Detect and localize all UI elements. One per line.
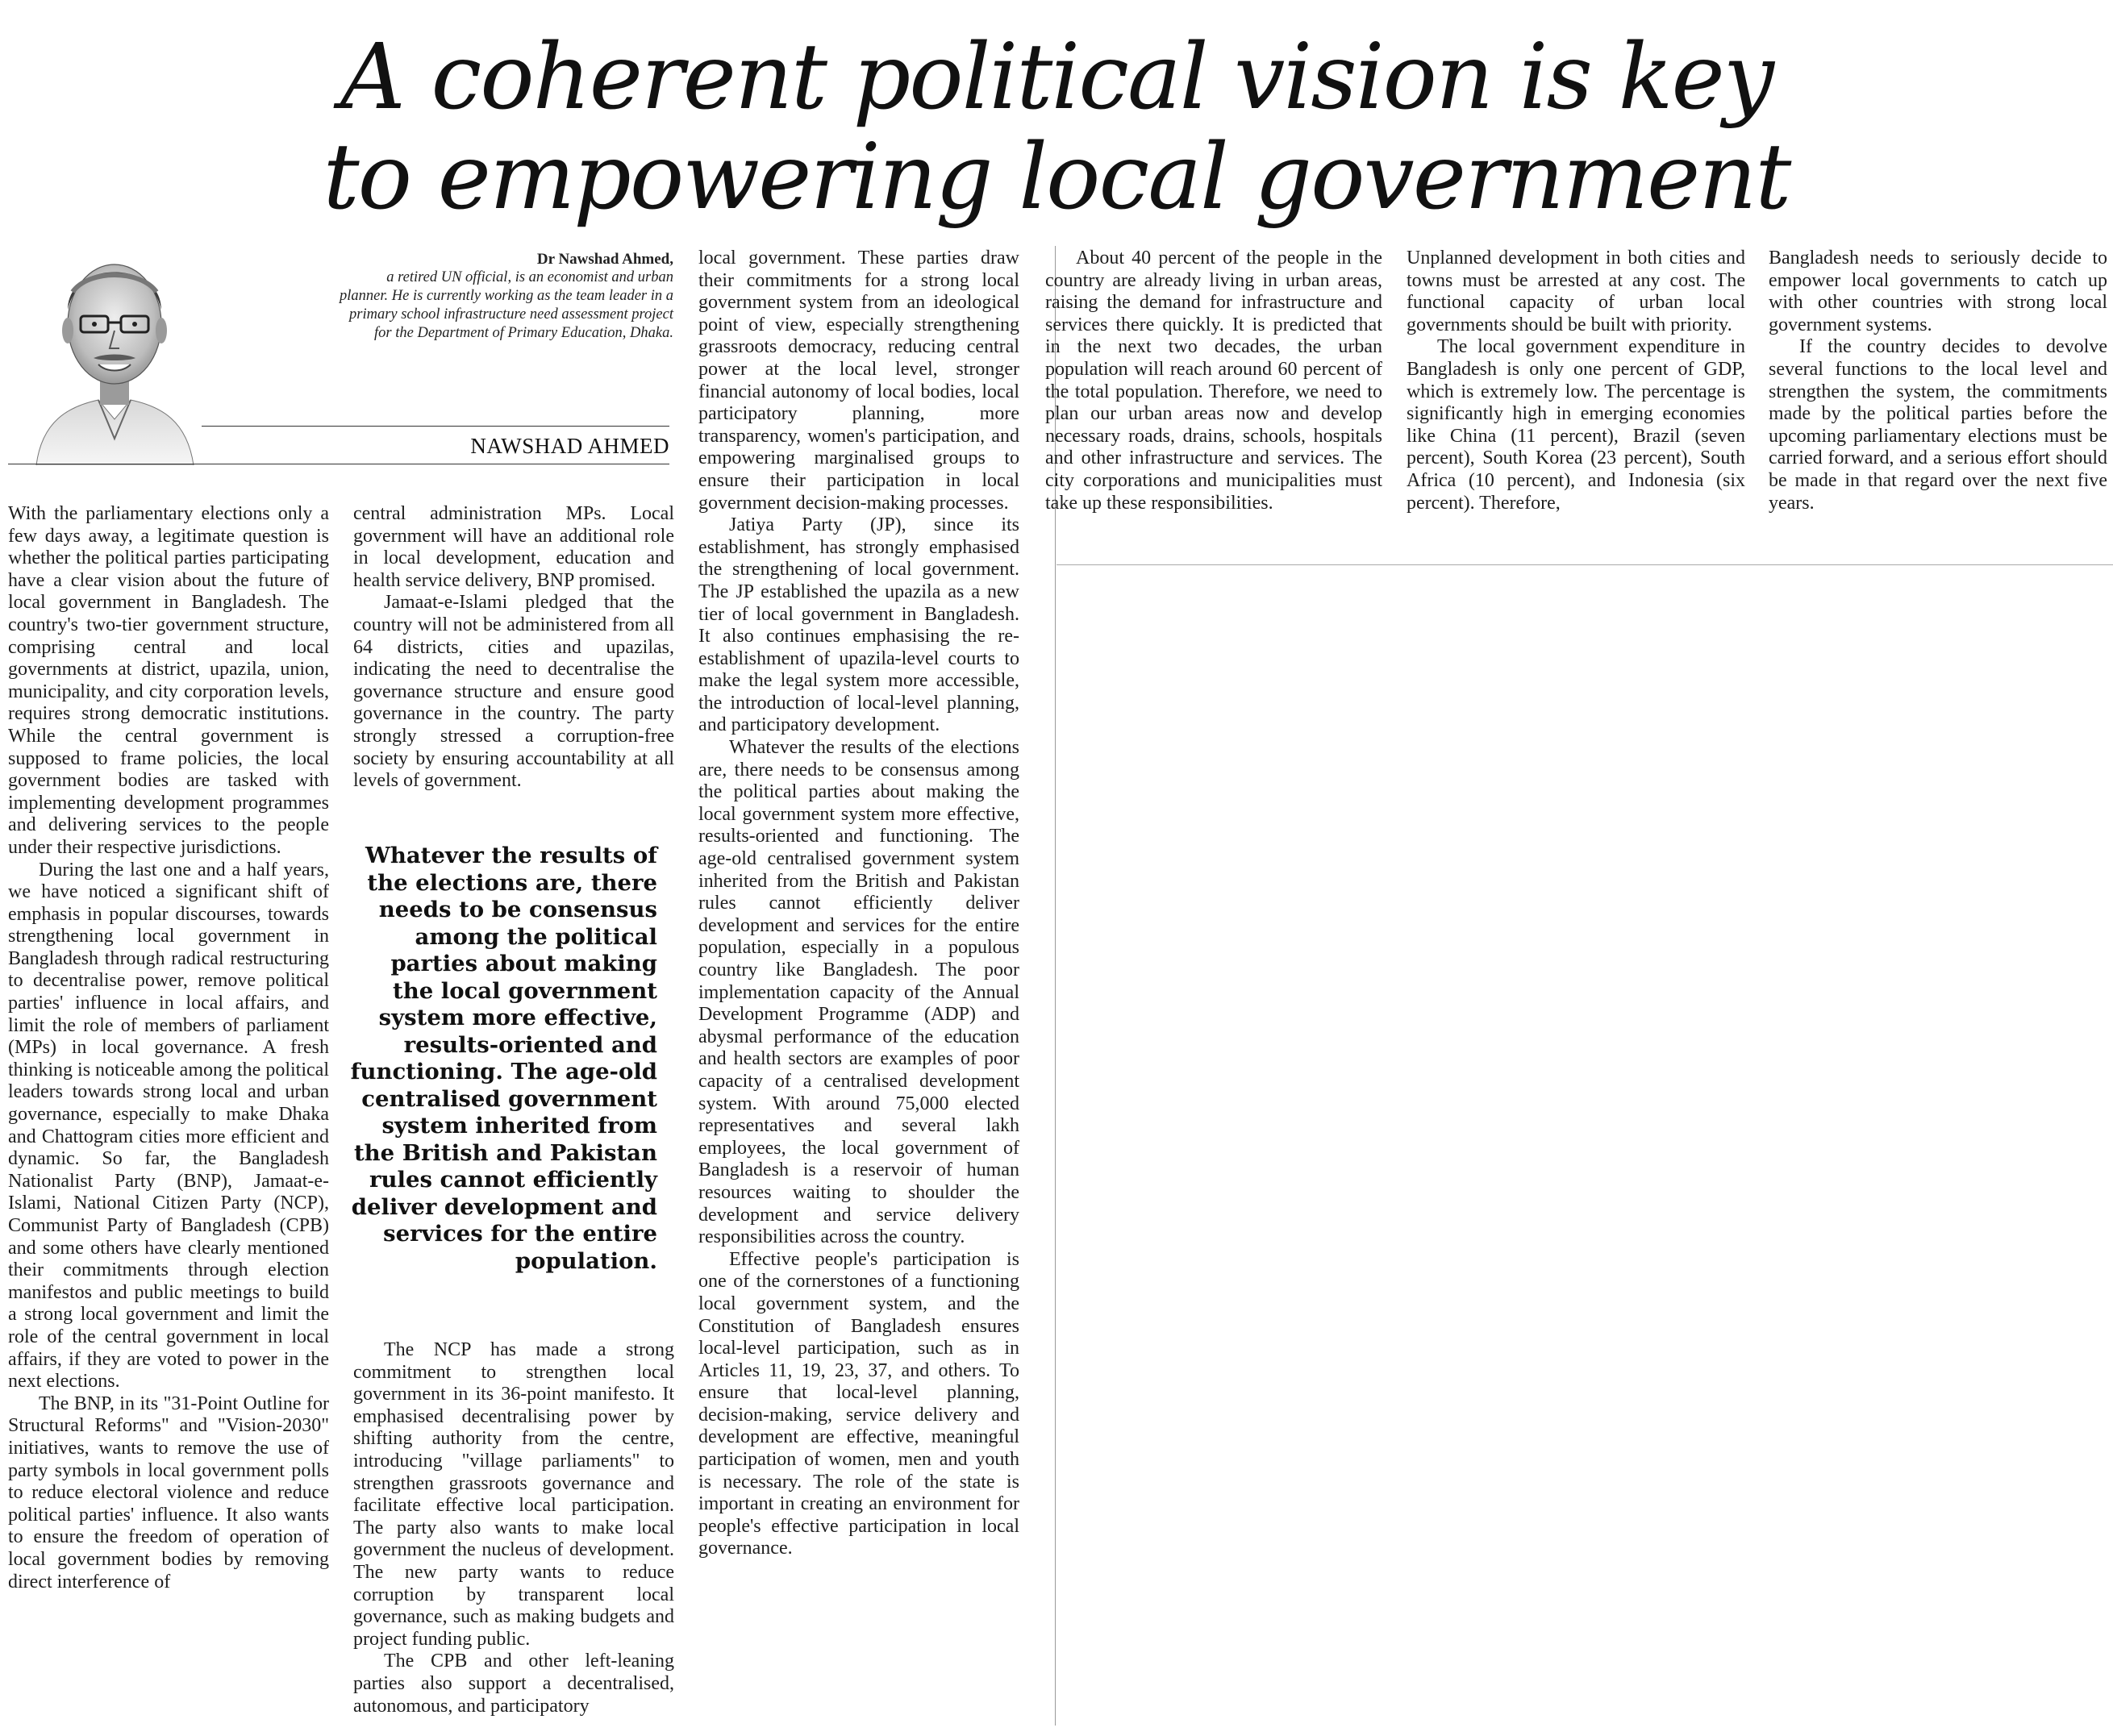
- paragraph: Jamaat-e-Islami pledged that the country will not be administered from all 64 districts, cities and upazilas, indicating the need to decentralise the governance structure and ensure good governance in the country. The party strongly stressed a corruption-free society by ensuring accountability at all levels of government.: [353, 592, 674, 792]
- author-bio-name: Dr Nawshad Ahmed,: [536, 251, 673, 268]
- paragraph: The BNP, in its "31-Point Outline for Structural Reforms" and "Vision-2030" initiatives, wants to remove the use of party symbols in local government polls to reduce electoral violence and reduce political parties' influence. It also wants to ensure the freedom of operation of local government bodies by removing direct interference of: [8, 1393, 329, 1592]
- article-column-2-bottom: [353, 1339, 674, 1717]
- article-column-4: [1045, 248, 1382, 514]
- article-column-6: [1769, 248, 2107, 514]
- paragraph: central administration MPs. Local government will have an additional role in local development, education and health service delivery, BNP promised.: [353, 503, 674, 591]
- byline-rule: [202, 426, 669, 427]
- author-portrait: [32, 235, 198, 465]
- article-column-3: [698, 248, 1019, 1560]
- author-bio: [335, 250, 673, 343]
- article-column-5: [1407, 248, 1745, 514]
- headline-line-2: to empowering local government: [323, 125, 1790, 230]
- paragraph: If the country decides to devolve several functions to the local level and strengthen the system, the commitments made by the political parties before the upcoming parliamentary elections must be carried forward, and a serious effort should be made in that regard over the next five years.: [1769, 336, 2107, 514]
- paragraph: Bangladesh needs to seriously decide to empower local governments to catch up with other countries with strong local government systems.: [1769, 248, 2107, 335]
- paragraph: Effective people's participation is one of the cornerstones of a functioning local government system, and the Constitution of Bangladesh ensures local-level participation, such as in Articles 11, 19, 23, 37, and others. To ensure that local-level planning, decision-making, service delivery and development are effective, meaningful participation of women, men and youth is necessary. The role of the state is important in creating an environment for people's effective participation in local governance.: [698, 1248, 1019, 1559]
- article-column-2-top: [353, 503, 674, 793]
- author-byline: NAWSHAD AHMED: [470, 434, 669, 458]
- paragraph: Whatever the results of the elections are, there needs to be consensus among the political parties about making the local government system more effective, results-oriented and functioning. The age-old centralised government system inherited from the British and Pakistan rules cannot efficiently deliver development and services for the entire population, especially in a populous country like Bangladesh. The poor implementation capacity of the Annual Development Programme (ADP) and abysmal performance of the education and health sectors are examples of poor capacity of a centralised development system. With around 75,000 elected representatives and several lakh employees, the local government of Bangladesh is a reservoir of human resources waiting to shoulder the development and service delivery responsibilities across the country.: [698, 737, 1019, 1248]
- ad-space-rule: [1056, 564, 2113, 565]
- paragraph: Unplanned development in both cities and towns must be arrested at any cost. The functional capacity of urban local governments should be built with priority.: [1407, 248, 1745, 335]
- paragraph: About 40 percent of the people in the country are already living in urban areas, raising the demand for infrastructure and services there quickly. It is predicted that in the next two decades, the urban population will reach around 60 percent of the total population. Therefore, we need to plan our urban areas now and develop necessary roads, drains, schools, hospitals and other infrastructure and services. The city corporations and municipalities must take up these responsibilities.: [1045, 248, 1382, 514]
- author-bio-text: a retired UN official, is an economist and urban planner. He is currently working as the team leader in a primary school infrastructure need assessment project for the Department of Primary Education, Dhaka.: [340, 269, 673, 341]
- paragraph: During the last one and a half years, we have noticed a significant shift of emphasis in popular discourses, towards strengthening local government in Bangladesh through radical restructuring to decentralise power, remove political parties' influence in local affairs, and limit the role of members of parliament (MPs) in local governance. A fresh thinking is noticeable among the political leaders towards strong local and urban governance, especially to make Dhaka and Chattogram cities more efficient and dynamic. So far, the Bangladesh Nationalist Party (BNP), Jamaat-e-Islami, National Citizen Party (NCP), Communist Party of Bangladesh (CPB) and some others have clearly mentioned their commitments through election manifestos and public meetings to build a strong local government and limit the role of the central government in local affairs, if they are voted to power in the next elections.: [8, 859, 329, 1393]
- headline-line-1: A coherent political vision is key: [340, 25, 1773, 130]
- paragraph: The NCP has made a strong commitment to strengthen local government in its 36-point manifesto. It emphasised decentralising power by shifting authority from the centre, introducing "village parliaments" to strengthen grassroots governance and facilitate effective local participation. The party also wants to make local government the nucleus of development. The new party wants to reduce corruption by transparent local governance, such as making budgets and project funding public.: [353, 1339, 674, 1650]
- paragraph: With the parliamentary elections only a few days away, a legitimate question is whether the political parties participating have a clear vision about the future of local government in Bangladesh. The country's two-tier government structure, comprising central and local governments at district, upazila, union, municipality, and city corporation levels, requires strong democratic institutions. While the central government is supposed to frame policies, the local government bodies are tasked with implementing development programmes and delivering services to the people under their respective jurisdictions.: [8, 503, 329, 858]
- pull-quote: Whatever the results of the elections are, there needs to be consensus among the political parties about making the local government system more effective, results-oriented and functioning. The age-old centralised government system inherited from the British and Pakistan rules cannot efficiently deliver development and services for the entire population.: [350, 843, 657, 1274]
- paragraph: local government. These parties draw their commitments for a strong local government system from an ideological point of view, especially strengthening grassroots democracy, reducing central power at the local level, stronger financial autonomy of local bodies, local participatory planning, more transparency, women's participation, and empowering marginalised groups to ensure their participation in local government decision-making processes.: [698, 248, 1019, 514]
- paragraph: Jatiya Party (JP), since its establishment, has strongly emphasised the strengthening of local government. The JP established the upazila as a new tier of local government in Bangladesh. It also continues emphasising the re-establishment of upazila-level courts to make the legal system more accessible, the introduction of local-level planning, and participatory development.: [698, 514, 1019, 736]
- paragraph: The CPB and other left-leaning parties also support a decentralised, autonomous, and participatory: [353, 1651, 674, 1717]
- paragraph: The local government expenditure in Bangladesh is only one percent of GDP, which is extremely low. The percentage is significantly high in emerging economies like China (11 percent), Brazil (seven percent), South Korea (23 percent), South Africa (10 percent), and Indonesia (six percent). Therefore,: [1407, 336, 1745, 514]
- article-column-1: [8, 503, 329, 1593]
